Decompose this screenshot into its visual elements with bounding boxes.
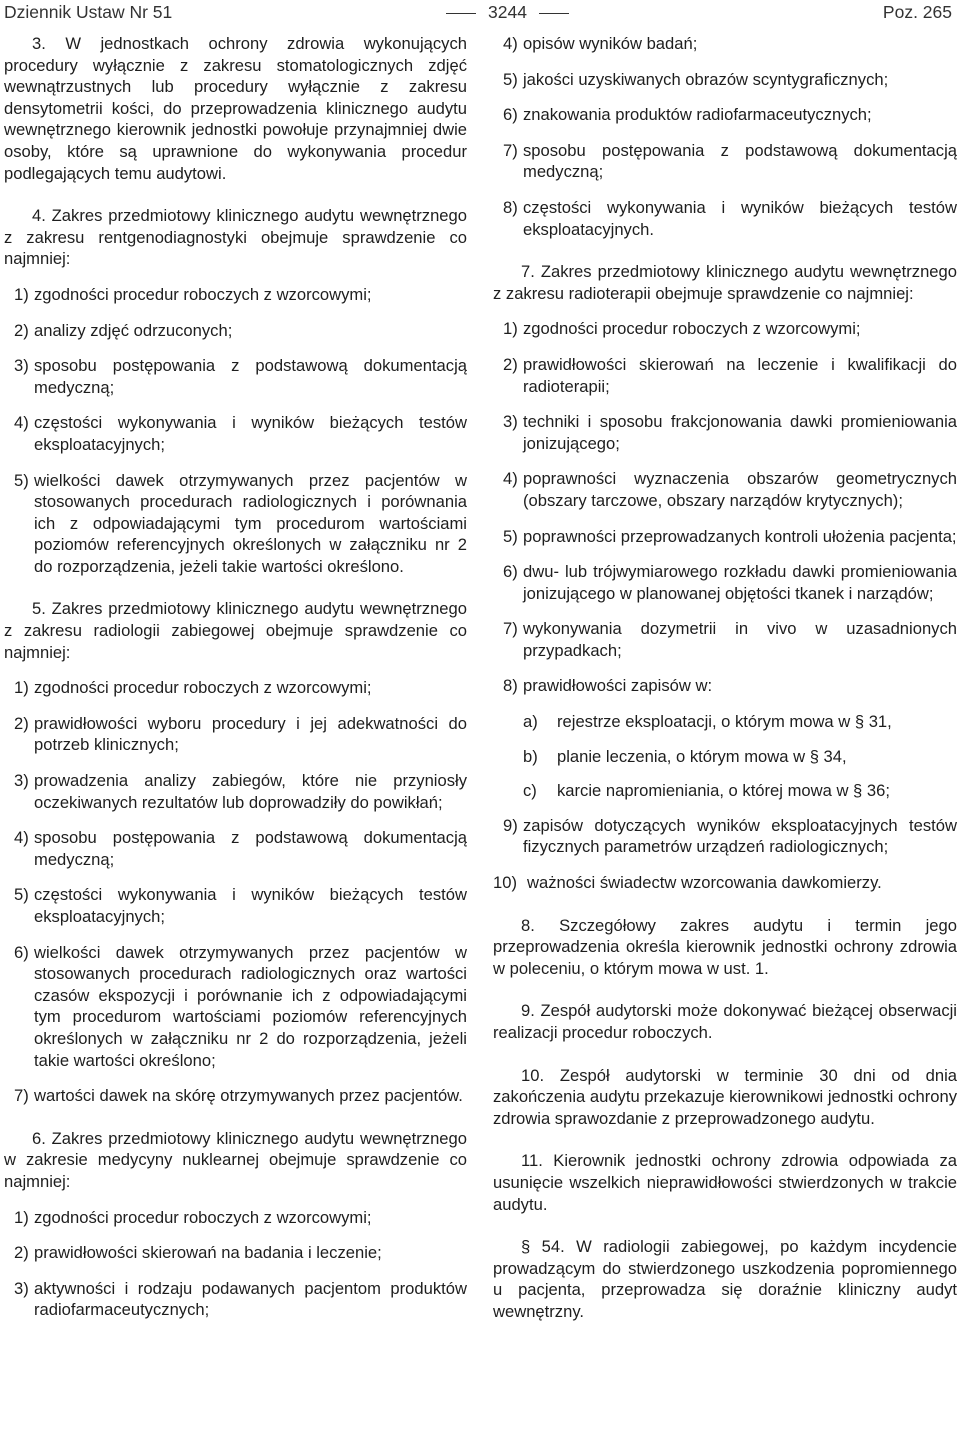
list-item: 2) prawidłowości skierowań na badania i leczenie; [14,1243,382,1263]
left-column [4,33,467,1335]
list-item: 5) wielkości dawek otrzymywanych przez pacjentów w stosowanych procedurach radiologicznych i porównania ich z odpowiadającymi tym procedurom wartościami poziomów referencyjnych określonych w załączniku nr 2 do rozporządzenia, jeżeli takie wartości określono. [14,470,467,576]
dash-left [446,13,476,14]
page-header [0,0,960,30]
list-item: 7) sposobu postępowania z podstawową dokumentacją medyczną; [503,140,957,182]
list-item: 3) prowadzenia analizy zabiegów, które nie przyniosły oczekiwanych rezultatów lub doprowadziły do powikłań; [14,771,467,812]
paragraph-7: 7. Zakres przedmiotowy klinicznego audytu wewnętrznego z zakresu radioterapii obejmuje sprawdzenie co najmniej: [493,262,957,303]
list-item: 3) aktywności i rodzaju podawanych pacjentom produktów radiofarmaceutycznych; [14,1278,467,1320]
list-item: 4) opisów wyników badań; [503,34,698,53]
paragraph-3: 3. W jednostkach ochrony zdrowia wykonujących procedury wyłącznie z zakresu stomatologicznych zdjęć wewnątrzustnych lub procedury wyłącznie z zakresu densytometrii kości, do przeprowadzenia klinicznego audytu wewnętrznego kierownik jednostki powołuje przynajmniej dwie osoby, które są uprawnione do wykonywania procedur podlegających temu audytowi. [4,34,467,183]
paragraph-5: 5. Zakres przedmiotowy klinicznego audytu wewnętrznego z zakresu radiologii zabiegowej obejmuje sprawdzenie co najmniej: [4,599,467,662]
paragraph-11: 11. Kierownik jednostki ochrony zdrowia odpowiada za usunięcie wszelkich nieprawidłowości stwierdzonych w trakcie audytu. [493,1151,957,1214]
page-number: 3244 [488,2,527,22]
list-item: 1) zgodności procedur roboczych z wzorcowymi; [14,1207,372,1227]
paragraph-10: 10. Zespół audytorski w terminie 30 dni od dnia zakończenia audytu przekazuje kierownikowi jednostki ochrony zdrowia sprawozdanie z przeprowadzonego audytu. [493,1065,957,1128]
list-item: 2) prawidłowości wyboru procedury i jej adekwatności do potrzeb klinicznych; [14,713,467,755]
paragraph-8: 8. Szczegółowy zakres audytu i termin jego przeprowadzenia określa kierownik jednostki ochrony zdrowia w poleceniu, o którym mowa w ust. 1. [493,915,957,978]
sub-list-item: c) karcie napromieniania, o której mowa w § 36; [523,781,890,801]
list-item: 8) częstości wykonywania i wyników bieżących testów eksploatacyjnych. [503,197,957,239]
list-item: 4) sposobu postępowania z podstawową dokumentacją medyczną; [14,828,467,869]
list-item: 8) prawidłowości zapisów w: [503,676,713,696]
page-number-block [434,2,581,23]
journal-title: Dziennik Ustaw Nr 51 [4,2,173,22]
list-item: 5) jakości uzyskiwanych obrazów scyntygraficznych; [503,69,889,89]
list-item: 1) zgodności procedur roboczych z wzorcowymi; [14,284,372,304]
list-item: 6) wielkości dawek otrzymywanych przez pacjentów w stosowanych procedurach radiologicznych oraz wartości czasów ekspozycji i porównanie ich z odpowiadającymi tym procedurom wartościami poziomów referencyjnych określonych w załączniku nr 2 do rozporządzenia, jeżeli takie wartości określono; [14,942,467,1070]
list-item: 1) zgodności procedur roboczych z wzorcowymi; [14,678,372,698]
list-item: 5) poprawności przeprowadzanych kontroli ułożenia pacjenta; [503,526,957,546]
sub-list-item: b) planie leczenia, o którym mowa w § 34, [523,746,847,766]
list-item: 5) częstości wykonywania i wyników bieżących testów eksploatacyjnych; [14,885,467,926]
paragraph-4: 4. Zakres przedmiotowy klinicznego audytu wewnętrznego z zakresu rentgenodiagnostyki obejmuje sprawdzenie co najmniej: [4,206,467,269]
list-item: 3) sposobu postępowania z podstawową dokumentacją medyczną; [14,356,467,397]
paragraph-54: § 54. W radiologii zabiegowej, po każdym incydencie prowadzącym do stwierdzonego uszkodzenia popromiennego u pacjenta, przeprowadza się doraźnie kliniczny audyt wewnętrzny. [493,1237,957,1321]
paragraph-6: 6. Zakres przedmiotowy klinicznego audytu wewnętrznego w zakresie medycyny nuklearnej obejmuje sprawdzenie co najmniej: [4,1128,467,1191]
sub-list-item: a) rejestrze eksploatacji, o którym mowa w § 31, [523,712,892,732]
list-item: 4) częstości wykonywania i wyników bieżących testów eksploatacyjnych; [14,413,467,454]
list-item: 7) wykonywania dozymetrii in vivo w uzasadnionych przypadkach; [503,619,957,660]
list-item: 7) wartości dawek na skórę otrzymywanych przez pacjentów. [14,1086,463,1106]
list-item: 6) dwu- lub trójwymiarowego rozkładu dawki promieniowania jonizującego w planowanej objętości tkanek i narządów; [503,562,957,603]
list-item: 3) techniki i sposobu frakcjonowania dawki promieniowania jonizującego; [503,412,957,453]
list-item: 6) znakowania produktów radiofarmaceutycznych; [503,105,872,125]
list-item: 2) analizy zdjęć odrzuconych; [14,320,233,340]
dash-right [539,13,569,14]
list-item: 9) zapisów dotyczących wyników eksploatacyjnych testów fizycznych parametrów urządzeń radiologicznych; [503,815,957,857]
position-number: Poz. 265 [882,2,952,22]
list-item: 10) ważności świadectw wzorcowania dawkomierzy. [493,873,882,893]
list-item: 1) zgodności procedur roboczych z wzorcowymi; [503,319,861,339]
list-item: 4) poprawności wyznaczenia obszarów geometrycznych (obszary tarczowe, obszary narządów krytycznych); [503,469,957,510]
paragraph-9: 9. Zespół audytorski może dokonywać bieżącej obserwacji realizacji procedur roboczych. [493,1001,957,1042]
list-item: 2) prawidłowości skierowań na leczenie i kwalifikacji do radioterapii; [503,354,957,396]
right-column [493,33,957,1344]
